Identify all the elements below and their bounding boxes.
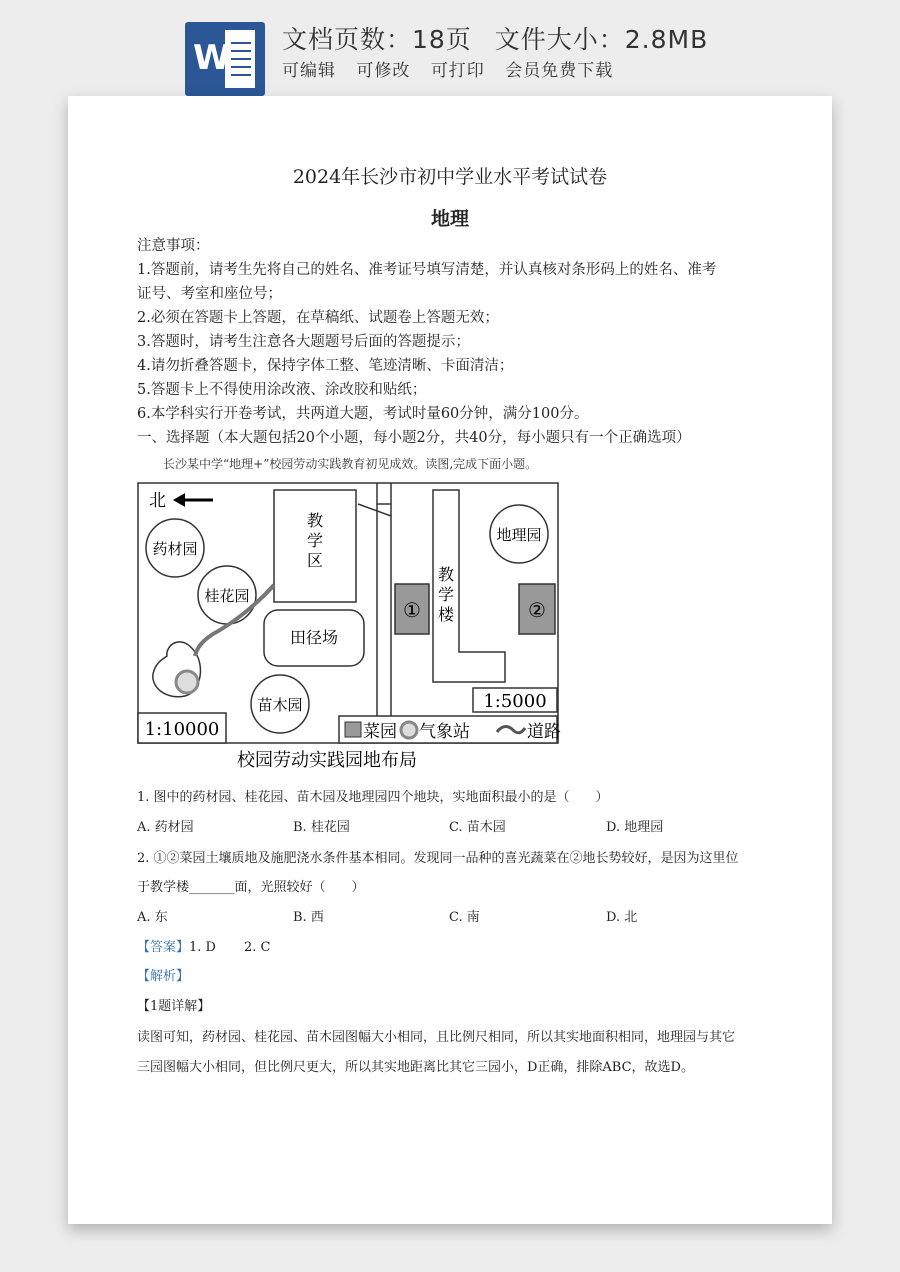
word-letter: W (193, 38, 231, 78)
note-line: 6.本学科实行开卷考试，共两道大题，考试时量60分钟，满分100分。 (137, 406, 589, 422)
question-intro: 长沙某中学“地理+”校园劳动实践教育初见成效。读图,完成下面小题。 (163, 457, 538, 471)
answer-line (137, 936, 270, 955)
note-line: 5.答题卡上不得使用涂改液、涂改胶和贴纸； (137, 382, 427, 398)
feature-member-download: 会员免费下载 (505, 61, 614, 81)
file-size: 文件大小：2.8MB (494, 25, 709, 54)
legend-vegetable: 菜园 (363, 722, 397, 742)
north-label: 北 (149, 491, 166, 511)
question-2-line1: 2. ①②菜园土壤质地及施肥浇水条件基本相同。发现同一品种的喜光蔬菜在②地长势较好，是因为这里位 (137, 851, 739, 866)
q2-option-a: A. 东 (137, 910, 168, 925)
question-2-line2: 于教学楼_______面，光照较好（ ） (137, 880, 365, 895)
label-nursery: 苗木园 (257, 696, 303, 714)
label-medicinal: 药材园 (152, 540, 198, 558)
q1-option-d: D. 地理园 (606, 820, 664, 835)
weather-station-icon (176, 671, 198, 693)
plot-1-label: ① (403, 598, 421, 622)
feature-editable: 可编辑 (282, 61, 336, 81)
note-line: 3.答题时，请考生注意各大题题号后面的答题提示； (137, 334, 470, 350)
teaching-area-char: 教 (306, 511, 324, 530)
legend-weather: 气象站 (419, 722, 470, 742)
answer-1: 1. D (189, 940, 216, 955)
section-heading: 一、选择题（本大题包括20个小题，每小题2分，共40分，每小题只有一个正确选项） (137, 430, 691, 446)
doc-stats (282, 20, 722, 56)
answer-label: 【答案】 (137, 940, 190, 955)
feature-printable: 可打印 (430, 61, 485, 81)
note-line: 4.请勿折叠答题卡，保持字体工整、笔迹清晰、卡面清洁； (137, 358, 514, 374)
map-caption: 校园劳动实践园地布局 (237, 750, 417, 771)
teaching-area-char: 学 (306, 531, 324, 550)
building-char: 楼 (437, 605, 455, 624)
note-line: 2.必须在答题卡上答题，在草稿纸、试题卷上答题无效； (137, 310, 499, 326)
detail-title: 【1题详解】 (137, 999, 211, 1014)
building-char: 学 (437, 585, 455, 604)
notes-title: 注意事项： (137, 238, 210, 254)
answer-2: 2. C (243, 940, 271, 955)
teaching-area-char: 区 (306, 551, 324, 570)
q2-option-b: B. 西 (293, 910, 324, 925)
building-char: 教 (437, 565, 455, 584)
q2-option-d: D. 北 (606, 910, 638, 925)
scale-right: 1:5000 (483, 691, 547, 712)
plot-2-label: ② (528, 598, 546, 622)
legend-road: 道路 (527, 722, 561, 742)
label-geography: 地理园 (496, 526, 542, 544)
exam-title: 2024年长沙市初中学业水平考试试卷 (292, 166, 608, 188)
label-osmanthus: 桂花园 (204, 587, 250, 605)
q1-option-c: C. 苗木园 (449, 820, 506, 835)
legend-weather-swatch (401, 722, 417, 738)
scale-left: 1:10000 (144, 719, 220, 740)
question-1: 1. 图中的药材园、桂花园、苗木园及地理园四个地块，实地面积最小的是（ ） (137, 790, 609, 805)
q2-option-c: C. 南 (449, 910, 480, 925)
feature-list (282, 56, 627, 81)
note-line: 1.答题前，请考生先将自己的姓名、准考证号填写清楚，并认真核对条形码上的姓名、准考 (137, 262, 717, 278)
detail-line: 三园图幅大小相同，但比例尺更大，所以其实地距离比其它三园小，D正确，排除ABC，故选D。 (137, 1060, 694, 1075)
word-doc-icon (185, 22, 265, 96)
analysis-label: 【解析】 (137, 969, 190, 984)
document-info-header (0, 0, 900, 96)
label-sports-field: 田径场 (289, 628, 339, 647)
legend-vegetable-swatch (345, 722, 361, 737)
detail-line: 读图可知，药材园、桂花园、苗木园图幅大小相同，且比例尺相同，所以其实地面积相同，地理园与其它 (137, 1030, 736, 1045)
q1-option-a: A. 药材园 (137, 820, 194, 835)
campus-map (137, 482, 561, 774)
page-count: 文档页数：18页 (282, 25, 472, 54)
note-line: 证号、考室和座位号； (137, 286, 282, 302)
exam-subject: 地理 (430, 208, 469, 230)
feature-modifiable: 可修改 (356, 61, 411, 81)
q1-option-b: B. 桂花园 (293, 820, 350, 835)
instructions (137, 234, 767, 450)
document-page (68, 96, 832, 1224)
